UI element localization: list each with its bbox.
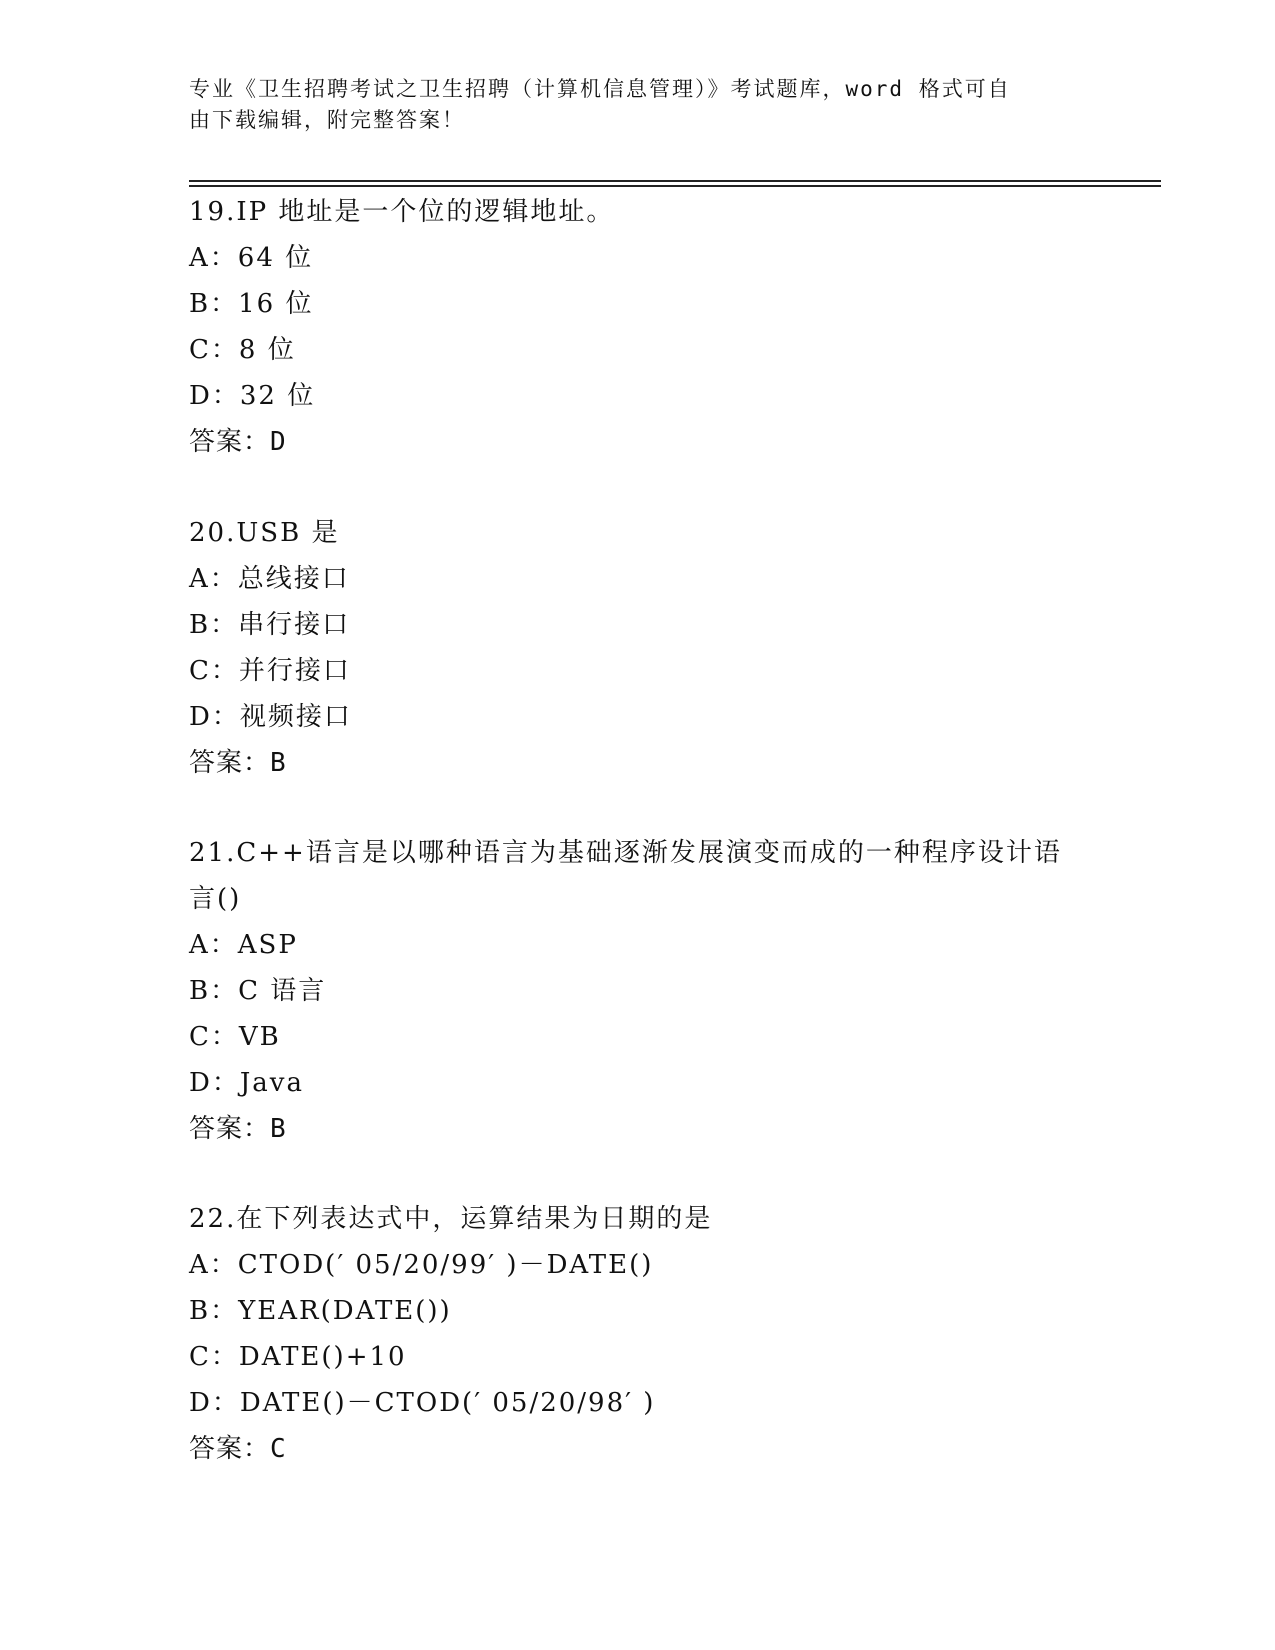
option-b: B：C 语言 bbox=[189, 976, 327, 1006]
question-title: 20.USB 是 bbox=[189, 518, 340, 548]
option-d: D：32 位 bbox=[189, 381, 316, 411]
answer: 答案：C bbox=[189, 1434, 287, 1464]
header-divider-top bbox=[189, 180, 1161, 182]
option-c: C：VB bbox=[189, 1022, 281, 1052]
answer: 答案：D bbox=[189, 427, 287, 457]
option-a: A：CTOD(′ 05/20/99′ )－DATE() bbox=[189, 1250, 654, 1280]
header-divider-bottom bbox=[189, 185, 1161, 187]
question-title-continued: 言() bbox=[189, 884, 242, 914]
option-c: C：DATE()+10 bbox=[189, 1342, 407, 1372]
option-a: A：总线接口 bbox=[189, 564, 350, 594]
option-a: A：64 位 bbox=[189, 243, 314, 273]
option-c: C：并行接口 bbox=[189, 656, 351, 686]
question-title: 19.IP 地址是一个位的逻辑地址。 bbox=[189, 197, 615, 227]
question-22 bbox=[189, 1196, 1089, 1472]
option-d: D：DATE()－CTOD(′ 05/20/98′ ) bbox=[189, 1388, 656, 1418]
option-a: A：ASP bbox=[189, 930, 298, 960]
option-b: B：16 位 bbox=[189, 289, 314, 319]
document-header bbox=[189, 74, 1089, 136]
option-d: D：Java bbox=[189, 1068, 304, 1098]
option-c: C：8 位 bbox=[189, 335, 296, 365]
question-title: 21.C++语言是以哪种语言为基础逐渐发展演变而成的一种程序设计语 bbox=[189, 838, 1062, 868]
header-line-2: 由下载编辑，附完整答案！ bbox=[189, 108, 465, 132]
option-b: B：YEAR(DATE()) bbox=[189, 1296, 452, 1326]
option-b: B：串行接口 bbox=[189, 610, 351, 640]
question-20 bbox=[189, 510, 1089, 786]
answer: 答案：B bbox=[189, 748, 287, 778]
answer: 答案：B bbox=[189, 1114, 287, 1144]
header-line-1: 专业《卫生招聘考试之卫生招聘（计算机信息管理）》考试题库，word 格式可自 bbox=[189, 77, 1011, 101]
option-d: D：视频接口 bbox=[189, 702, 352, 732]
question-21 bbox=[189, 830, 1089, 1152]
question-19 bbox=[189, 189, 1089, 465]
question-title: 22.在下列表达式中，运算结果为日期的是 bbox=[189, 1204, 713, 1234]
